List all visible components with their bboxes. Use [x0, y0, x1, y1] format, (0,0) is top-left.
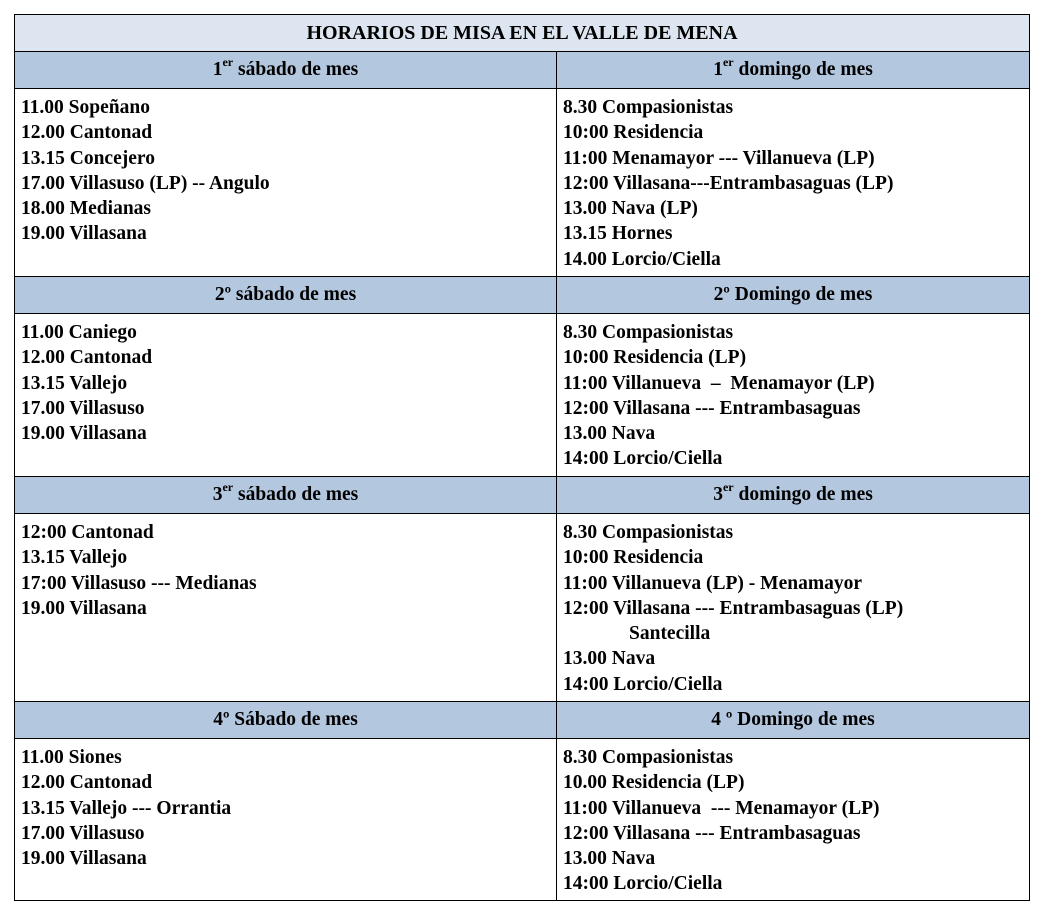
mass-entry: 13.00 Nava (LP) [563, 198, 698, 220]
mass-entry: 11:00 Menamayor --- Villanueva (LP) [563, 147, 875, 169]
mass-entry: 13.15 Vallejo [21, 372, 128, 394]
mass-entry: 14.00 Lorcio/Ciella [563, 248, 721, 270]
ordinal-number: 3 [212, 484, 223, 505]
saturday-masses [15, 89, 557, 277]
sunday-header: 2º Domingo de mes [557, 277, 1030, 314]
ordinal-suffix: er [222, 54, 234, 69]
header-label: domingo de mes [733, 59, 873, 80]
mass-entry: 19.00 Villasana [21, 423, 147, 445]
mass-entry: 12:00 Cantonad [21, 522, 154, 543]
week-body-row [15, 514, 1030, 702]
ordinal-suffix: er [722, 54, 734, 69]
week-header-row [15, 277, 1030, 314]
sunday-masses [557, 514, 1030, 702]
mass-entry: 10:00 Residencia (LP) [563, 347, 747, 369]
mass-entry: 8.30 Compasionistas [563, 97, 734, 118]
saturday-masses [15, 739, 557, 901]
ordinal-suffix: er [222, 479, 234, 494]
header-label: domingo de mes [733, 484, 873, 505]
mass-entry: 11.00 Sopeñano [21, 97, 150, 118]
saturday-masses [15, 314, 557, 477]
mass-entry: 12.00 Cantonad [21, 347, 153, 369]
saturday-header [15, 477, 557, 514]
sunday-masses [557, 89, 1030, 277]
mass-entry: 13.15 Vallejo [21, 547, 128, 569]
mass-entry: 11.00 Siones [21, 747, 122, 768]
saturday-header: 2º sábado de mes [15, 277, 557, 314]
mass-entry: 17.00 Villasuso (LP) -- Angulo [21, 172, 270, 194]
week-body-row [15, 314, 1030, 477]
week-header-row [15, 52, 1030, 89]
week-body-row [15, 739, 1030, 901]
week-header-row [15, 477, 1030, 514]
mass-entry: 12:00 Villasana --- Entrambasaguas (LP) [563, 597, 904, 619]
mass-entry: 11:00 Villanueva --- Menamayor (LP) [563, 797, 880, 819]
mass-entry: 8.30 Compasionistas [563, 747, 734, 768]
sunday-masses [557, 314, 1030, 477]
mass-entry: 18.00 Medianas [21, 198, 152, 220]
week-body-row [15, 89, 1030, 277]
mass-entry: 12.00 Cantonad [21, 122, 153, 144]
mass-entry: 13.00 Nava [563, 648, 656, 670]
mass-entry: 10.00 Residencia (LP) [563, 772, 745, 794]
header-label: sábado de mes [233, 59, 359, 80]
ordinal-number: 3 [713, 484, 723, 505]
mass-entry: 19.00 Villasana [21, 848, 147, 870]
schedule-title: HORARIOS DE MISA EN EL VALLE DE MENA [15, 15, 1030, 52]
mass-entry: 12:00 Villasana --- Entrambasaguas [563, 822, 861, 844]
mass-entry: 14:00 Lorcio/Ciella [563, 873, 723, 895]
mass-entry: 12:00 Villasana --- Entrambasaguas [563, 397, 861, 419]
sunday-header [557, 477, 1030, 514]
mass-entry: 14:00 Lorcio/Ciella [563, 673, 723, 695]
mass-entry: 14:00 Lorcio/Ciella [563, 448, 723, 470]
mass-entry-continuation: Santecilla [629, 623, 711, 645]
mass-entry: 10:00 Residencia [563, 122, 704, 144]
saturday-header: 4º Sábado de mes [15, 702, 557, 739]
week-header-row [15, 702, 1030, 739]
mass-entry: 13.15 Concejero [21, 147, 155, 169]
mass-entry: 17.00 Villasuso [21, 397, 145, 419]
sunday-header [557, 52, 1030, 89]
mass-entry: 17.00 Villasuso [21, 822, 145, 844]
ordinal-suffix: er [722, 479, 734, 494]
mass-entry: 12.00 Cantonad [21, 772, 153, 794]
mass-entry: 11:00 Villanueva – Menamayor (LP) [563, 372, 875, 394]
mass-entry: 13.15 Vallejo --- Orrantia [21, 797, 232, 819]
mass-entry: 10:00 Residencia [563, 547, 704, 569]
mass-entry: 11.00 Caniego [21, 322, 137, 343]
mass-schedule-table [14, 14, 1030, 901]
mass-entry: 19.00 Villasana [21, 597, 147, 619]
sunday-header: 4 º Domingo de mes [557, 702, 1030, 739]
saturday-masses [15, 514, 557, 702]
mass-entry: 12:00 Villasana---Entrambasaguas (LP) [563, 172, 894, 194]
ordinal-number: 1 [212, 59, 223, 80]
mass-entry: 17:00 Villasuso --- Medianas [21, 572, 257, 594]
title-row [15, 15, 1030, 52]
mass-entry: 8.30 Compasionistas [563, 522, 734, 543]
mass-entry: 13.15 Hornes [563, 223, 673, 245]
mass-entry: 8.30 Compasionistas [563, 322, 734, 343]
mass-entry: 19.00 Villasana [21, 223, 147, 245]
mass-entry: 13.00 Nava [563, 423, 656, 445]
ordinal-number: 1 [713, 59, 723, 80]
saturday-header [15, 52, 557, 89]
sunday-masses [557, 739, 1030, 901]
mass-entry: 13.00 Nava [563, 848, 656, 870]
header-label: sábado de mes [233, 484, 359, 505]
mass-entry: 11:00 Villanueva (LP) - Menamayor [563, 572, 862, 594]
